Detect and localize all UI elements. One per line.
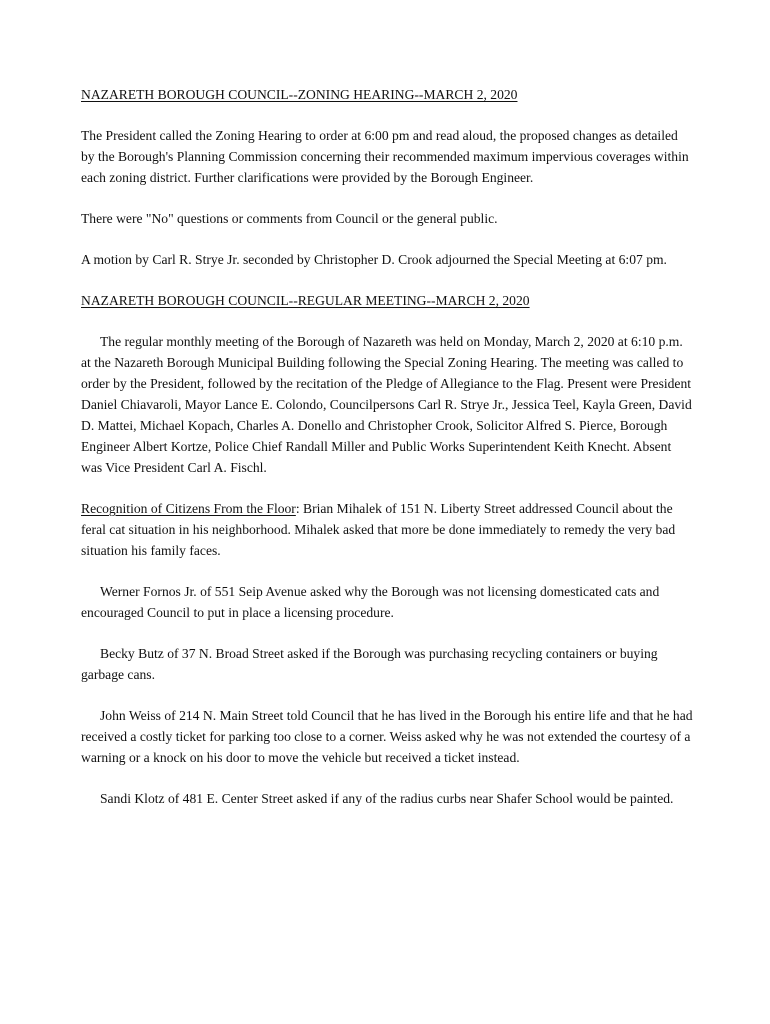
zoning-paragraph-adjournment: A motion by Carl R. Strye Jr. seconded by Christopher D. Crook adjourned the Special Meeting at 6:07 pm. [81, 252, 667, 267]
recognition-paragraph-mihalek [81, 498, 693, 561]
recognition-paragraph-klotz: Sandi Klotz of 481 E. Center Street asked if any of the radius curbs near Shafer School would be painted. [100, 791, 674, 806]
zoning-paragraph-no-questions: There were "No" questions or comments from Council or the general public. [81, 211, 498, 226]
zoning-hearing-heading: NAZARETH BOROUGH COUNCIL--ZONING HEARING--MARCH 2, 2020 [81, 87, 518, 102]
recognition-paragraph-fornos: Werner Fornos Jr. of 551 Seip Avenue asked why the Borough was not licensing domesticated cats and encouraged Council to put in place a licensing procedure. [81, 584, 660, 620]
recognition-paragraph-weiss: John Weiss of 214 N. Main Street told Council that he has lived in the Borough his entire life and that he had received a costly ticket for parking too close to a corner. Weiss asked why he was not extended the courtesy of a warning or a knock on his door to move the vehicle but received a ticket instead. [81, 708, 693, 765]
document-page [81, 84, 693, 829]
recognition-section-label: Recognition of Citizens From the Floor [81, 501, 296, 516]
recognition-paragraph-butz: Becky Butz of 37 N. Broad Street asked if the Borough was purchasing recycling containers or buying garbage cans. [81, 646, 658, 682]
regular-meeting-heading: NAZARETH BOROUGH COUNCIL--REGULAR MEETING--MARCH 2, 2020 [81, 293, 530, 308]
regular-meeting-attendance-paragraph: The regular monthly meeting of the Borough of Nazareth was held on Monday, March 2, 2020 at 6:10 p.m. at the Nazareth Borough Municipal Building following the Special Zoning Hearing. The meeting was called to order by the President, followed by the recitation of the Pledge of Allegiance to the Flag. Present were President Daniel Chiavaroli, Mayor Lance E. Colondo, Councilpersons Carl R. Strye Jr., Jessica Teel, Kayla Green, David D. Mattei, Michael Kopach, Charles A. Donello and Christopher Crook, Solicitor Alfred S. Pierce, Borough Engineer Albert Kortze, Police Chief Randall Miller and Public Works Superintendent Keith Knecht. Absent was Vice President Carl A. Fischl. [81, 334, 692, 475]
zoning-paragraph-call-to-order: The President called the Zoning Hearing to order at 6:00 pm and read aloud, the proposed changes as detailed by the Borough's Planning Commission concerning their recommended maximum impervious coverages within each zoning district. Further clarifications were provided by the Borough Engineer. [81, 128, 689, 185]
recognition-mihalek-text: : Brian Mihalek of 151 N. Liberty Street addressed Council about the feral cat situation in his neighborhood. Mihalek asked that more be done immediately to remedy the very bad situation his family faces. [81, 501, 676, 558]
